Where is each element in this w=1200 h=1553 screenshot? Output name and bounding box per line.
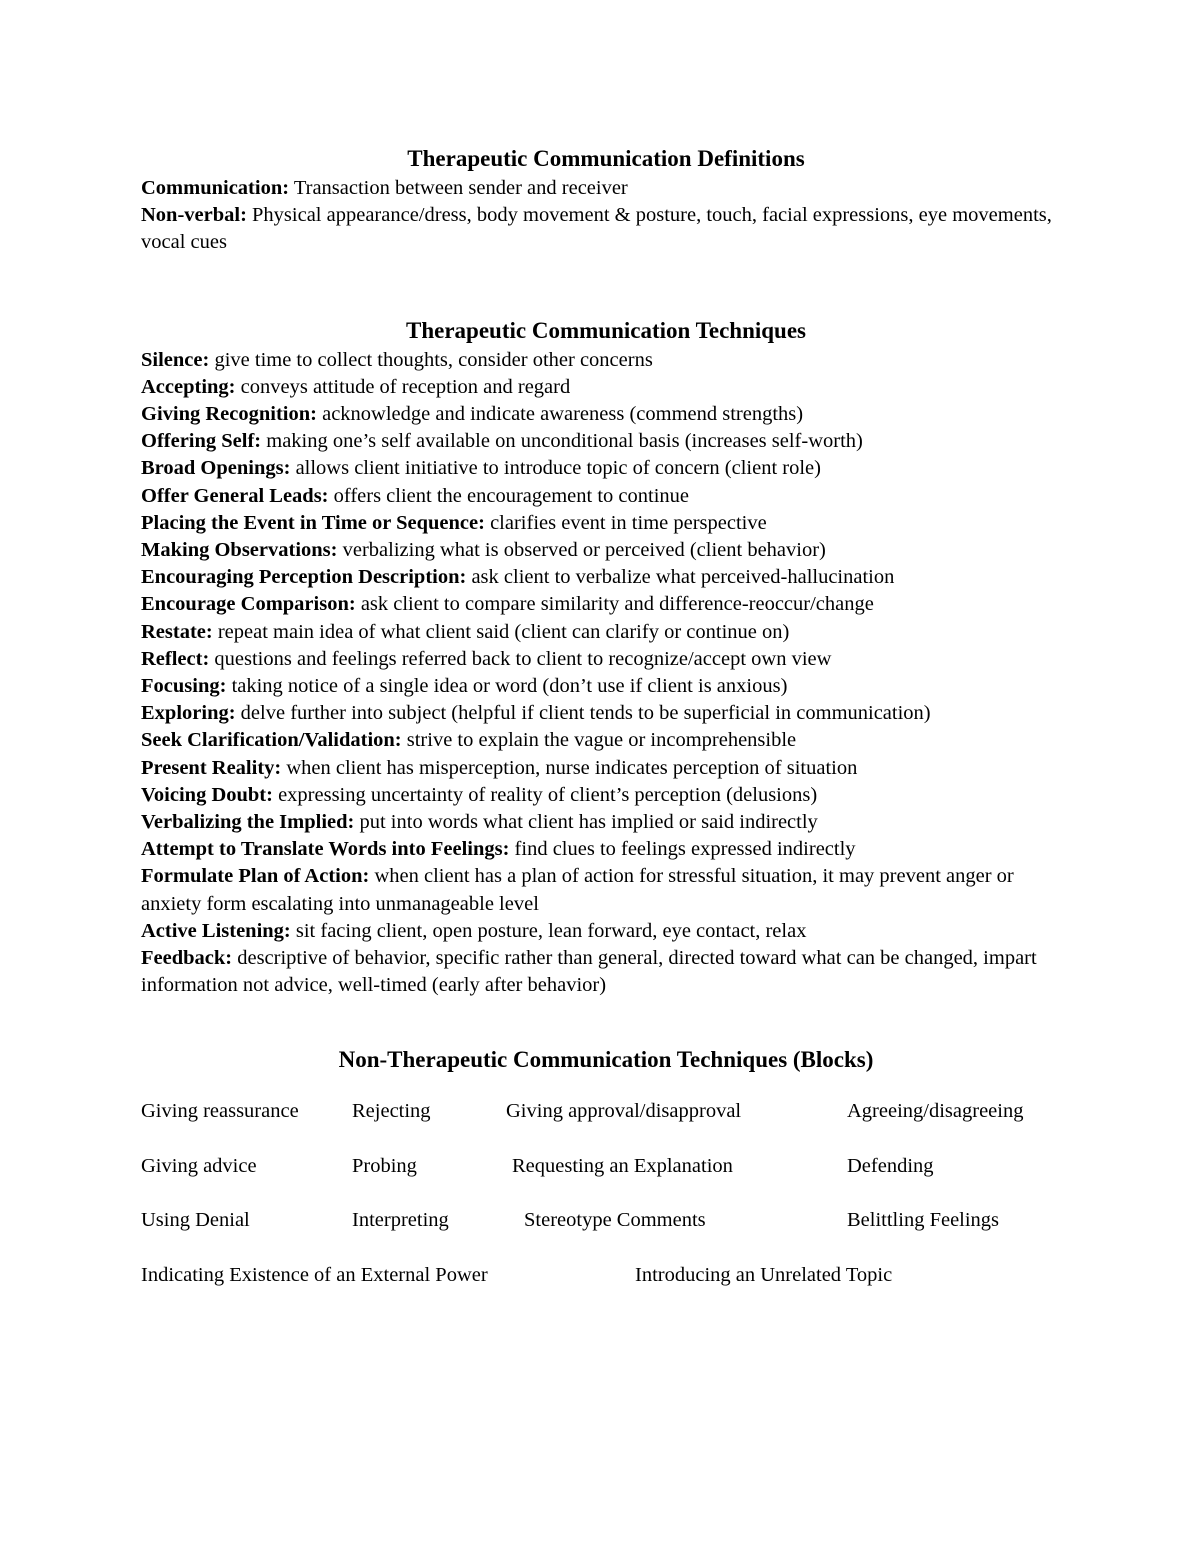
entry-text: delve further into subject (helpful if client tends to be superficial in communication) <box>240 702 931 725</box>
techniques-title: Therapeutic Communication Techniques <box>406 317 806 343</box>
entry-text: conveys attitude of reception and regard <box>240 375 571 398</box>
entry-item <box>141 673 1071 700</box>
entry-term: Communication: <box>141 177 290 199</box>
entry-text: sit facing client, open posture, lean forward, eye contact, relax <box>295 919 807 942</box>
entry-item <box>141 202 1071 256</box>
entry-item <box>141 564 1071 591</box>
entry-term: Accepting: <box>141 375 236 398</box>
entry-item <box>141 175 1071 202</box>
blocks-row <box>141 1207 1071 1262</box>
entry-text: ask client to verbalize what perceived-hallucination <box>471 566 895 589</box>
entry-term: Voicing Doubt: <box>141 783 273 806</box>
entry-term: Active Listening: <box>141 919 291 942</box>
entry-item <box>141 347 1071 374</box>
entry-item <box>141 455 1071 482</box>
entry-item <box>141 782 1071 809</box>
entry-text: when client has a plan of action for stressful situation, it may prevent anger or anxiety form escalating into unmanageable level <box>141 865 1014 915</box>
block-item: Introducing an Unrelated Topic <box>635 1263 893 1286</box>
entry-item <box>141 374 1071 401</box>
entry-item <box>141 755 1071 782</box>
entry-term: Broad Openings: <box>141 457 291 480</box>
entry-term: Reflect: <box>141 647 210 670</box>
entry-text: find clues to feelings expressed indirectly <box>514 838 856 861</box>
entry-text: acknowledge and indicate awareness (commend strengths) <box>322 403 804 426</box>
entry-text: give time to collect thoughts, consider other concerns <box>214 348 653 371</box>
entry-item <box>141 809 1071 836</box>
blocks-title: Non-Therapeutic Communication Techniques (Blocks) <box>338 1047 874 1073</box>
entry-item <box>141 727 1071 754</box>
entry-term: Offering Self: <box>141 430 262 453</box>
blocks-grid <box>141 1098 1071 1316</box>
blocks-row <box>141 1153 1071 1208</box>
block-item: Defending <box>847 1154 934 1177</box>
entry-term: Making Observations: <box>141 539 338 562</box>
entry-text: put into words what client has implied or said indirectly <box>359 811 818 834</box>
entry-text: taking notice of a single idea or word (don’t use if client is anxious) <box>231 675 788 698</box>
entry-text: expressing uncertainty of reality of client’s perception (delusions) <box>278 783 818 806</box>
entry-term: Placing the Event in Time or Sequence: <box>141 511 485 534</box>
entry-term: Seek Clarification/Validation: <box>141 729 402 752</box>
entry-item <box>141 510 1071 537</box>
block-item: Using Denial <box>141 1209 250 1232</box>
block-item: Indicating Existence of an External Power <box>141 1263 488 1286</box>
entry-term: Formulate Plan of Action: <box>141 865 370 888</box>
entry-term: Restate: <box>141 620 213 643</box>
entry-item <box>141 945 1071 999</box>
entry-text: when client has misperception, nurse indicates perception of situation <box>286 756 858 779</box>
entry-term: Giving Recognition: <box>141 403 317 426</box>
entry-term: Verbalizing the Implied: <box>141 811 355 834</box>
entry-item <box>141 483 1071 510</box>
block-item: Interpreting <box>352 1209 449 1232</box>
document-page <box>141 142 1071 1316</box>
entry-text: allows client initiative to introduce topic of concern (client role) <box>295 457 821 480</box>
entry-term: Non-verbal: <box>141 204 247 227</box>
entry-item <box>141 700 1071 727</box>
entry-text: ask client to compare similarity and difference-reoccur/change <box>360 593 874 616</box>
entry-text: Transaction between sender and receiver <box>293 177 628 199</box>
entry-text: offers client the encouragement to continue <box>333 484 690 507</box>
entry-item <box>141 591 1071 618</box>
entry-term: Encouraging Perception Description: <box>141 566 467 589</box>
entry-text: verbalizing what is observed or perceived (client behavior) <box>342 539 826 562</box>
definitions-title: Therapeutic Communication Definitions <box>407 146 805 171</box>
entry-text: making one’s self available on unconditional basis (increases self-worth) <box>266 430 863 453</box>
entry-item <box>141 646 1071 673</box>
block-item: Agreeing/disagreeing <box>847 1100 1024 1123</box>
block-item: Belittling Feelings <box>847 1209 1000 1232</box>
entry-item <box>141 918 1071 945</box>
techniques-list <box>141 347 1071 1000</box>
block-item: Probing <box>352 1154 417 1177</box>
entry-text: clarifies event in time perspective <box>490 511 767 534</box>
entry-text: repeat main idea of what client said (client can clarify or continue on) <box>217 620 790 643</box>
entry-term: Attempt to Translate Words into Feelings: <box>141 838 510 861</box>
entry-text: descriptive of behavior, specific rather than general, directed toward what can be changed, impart information not advice, well-timed (early after behavior) <box>141 947 1037 997</box>
block-item: Giving reassurance <box>141 1100 299 1123</box>
entry-item <box>141 401 1071 428</box>
block-item: Giving approval/disapproval <box>506 1100 742 1123</box>
block-item: Rejecting <box>352 1100 431 1123</box>
entry-term: Silence: <box>141 348 210 371</box>
entry-term: Encourage Comparison: <box>141 593 356 616</box>
entry-term: Feedback: <box>141 947 233 970</box>
entry-text: Physical appearance/dress, body movement & posture, touch, facial expressions, eye movements, vocal cues <box>141 204 1052 254</box>
entry-term: Offer General Leads: <box>141 484 329 507</box>
entry-item <box>141 537 1071 564</box>
block-item: Stereotype Comments <box>524 1209 706 1232</box>
entry-term: Exploring: <box>141 702 236 725</box>
block-item: Giving advice <box>141 1154 257 1177</box>
entry-item <box>141 428 1071 455</box>
entry-item <box>141 863 1071 917</box>
blocks-row <box>141 1098 1071 1153</box>
entry-term: Present Reality: <box>141 756 282 779</box>
definitions-section <box>141 142 1071 257</box>
entry-text: questions and feelings referred back to client to recognize/accept own view <box>214 647 832 670</box>
entry-item <box>141 836 1071 863</box>
definitions-list <box>141 175 1071 257</box>
entry-text: strive to explain the vague or incomprehensible <box>406 729 797 752</box>
blocks-section <box>141 1043 1071 1316</box>
techniques-section <box>141 314 1071 1000</box>
entry-term: Focusing: <box>141 675 227 698</box>
block-item: Requesting an Explanation <box>512 1154 733 1177</box>
blocks-row <box>141 1262 1071 1317</box>
entry-item <box>141 619 1071 646</box>
